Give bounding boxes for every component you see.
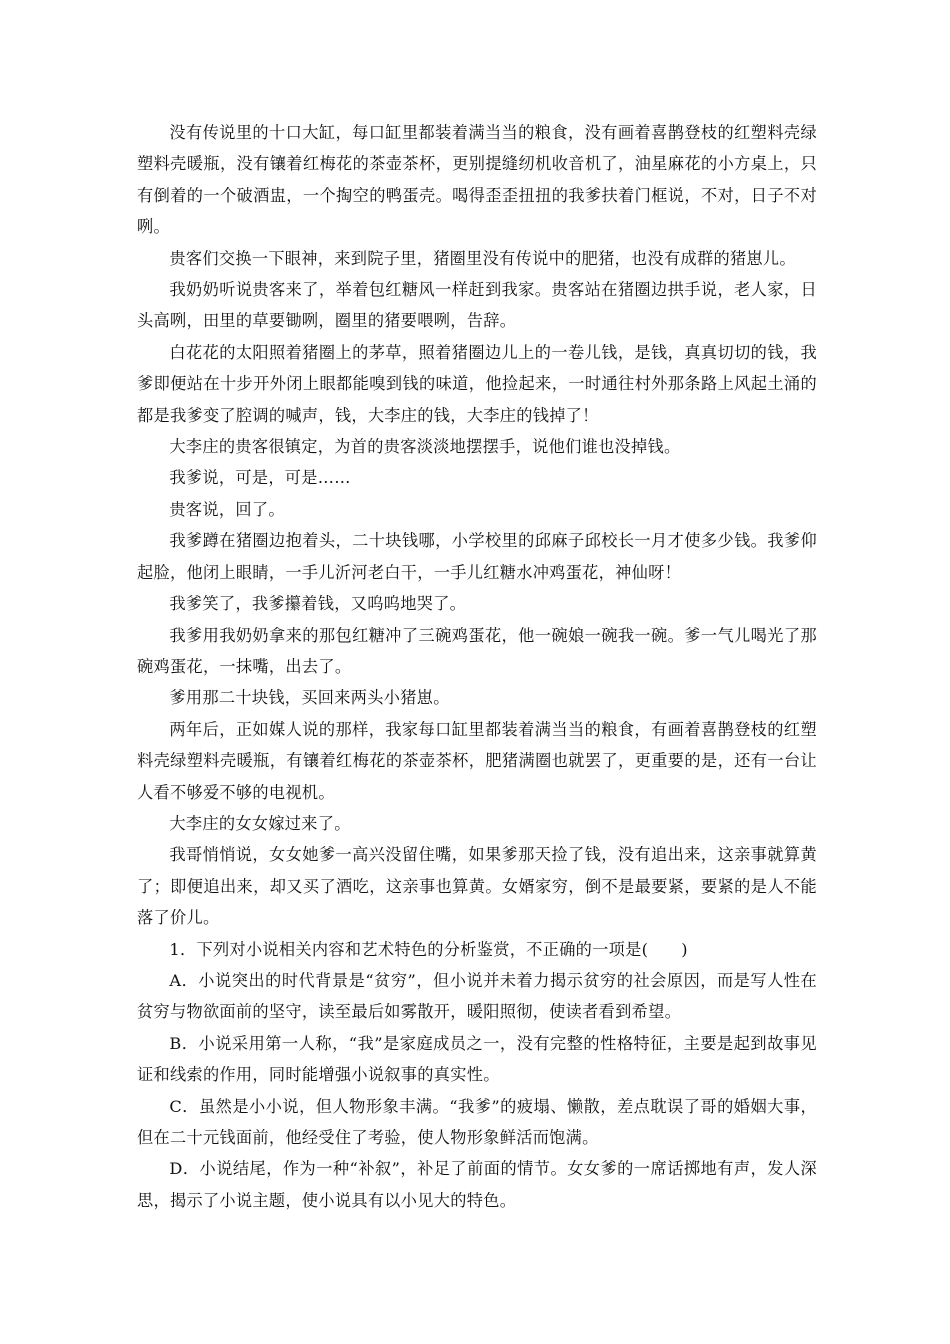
story-paragraph: 我奶奶听说贵客来了，举着包红糖风一样赶到我家。贵客站在猪圈边拱手说，老人家，日头高咧，田里的草要锄咧，圈里的猪要喂咧，告辞。 [137,280,817,331]
story-paragraph: 我爹蹲在猪圈边抱着头，二十块钱哪，小学校里的邱麻子邱校长一月才使多少钱。我爹仰起脸，他闭上眼睛，一手儿沂河老白干，一手儿红糖水冲鸡蛋花，神仙呀！ [137,531,817,582]
story-paragraph: 两年后，正如媒人说的那样，我家每口缸里都装着满当当的粮食，有画着喜鹊登枝的红塑料壳绿塑料壳暖瓶，有镶着红梅花的茶壶茶杯，肥猪满圈也就罢了，更重要的是，还有一台让人看不够爱不够的电视机。 [137,719,817,802]
story-paragraph: 贵客说，回了。 [169,499,285,519]
question-option-a: A．小说突出的时代背景是“贫穷”，但小说并未着力揭示贫穷的社会原因，而是写人性在贫穷与物欲面前的坚守，读至最后如雾散开，暖阳照彻，使读者看到希望。 [137,970,817,1022]
story-paragraph: 大李庄的贵客很镇定，为首的贵客淡淡地摆摆手，说他们谁也没掉钱。 [169,437,681,457]
question-option-c: C．虽然是小小说，但人物形象丰满。“我爹”的疲塌、懒散，差点耽误了哥的婚姻大事，但在二十元钱面前，他经受住了考验，使人物形象鲜活而饱满。 [137,1096,817,1147]
story-paragraph: 我哥悄悄说，女女她爹一高兴没留住嘴，如果爹那天捡了钱，没有追出来，这亲事就算黄了；即便追出来，却又买了酒吃，这亲事也算黄。女婿家穷，倒不是最要紧，要紧的是人不能落了价儿。 [137,845,817,928]
story-paragraph: 我爹说，可是，可是…… [169,468,351,488]
question-stem: 1．下列对小说相关内容和艺术特色的分析鉴赏，不正确的一项是( ) [169,939,688,959]
story-paragraph: 白花花的太阳照着猪圈上的茅草，照着猪圈边儿上的一卷儿钱，是钱，真真切切的钱，我爹即便站在十步开外闭上眼都能嗅到钱的味道，他捡起来，一时通往村外那条路上风起土涌的都是我爹变了腔调的喊声，钱，大李庄的钱，大李庄的钱掉了！ [137,342,817,425]
story-paragraph: 贵客们交换一下眼神，来到院子里，猪圈里没有传说中的肥猪，也没有成群的猪崽儿。 [169,248,796,268]
story-paragraph: 爹用那二十块钱，买回来两头小猪崽。 [169,688,450,708]
story-paragraph: 大李庄的女女嫁过来了。 [169,813,351,833]
story-paragraph: 没有传说里的十口大缸，每口缸里都装着满当当的粮食，没有画着喜鹊登枝的红塑料壳绿塑料壳暖瓶，没有镶着红梅花的茶壶茶杯，更别提缝纫机收音机了，油星麻花的小方桌上，只有倒着的一个破酒盅，一个掏空的鸭蛋壳。喝得歪歪扭扭的我爹扶着门框说，不对，日子不对咧。 [137,123,817,237]
question-option-d: D．小说结尾，作为一种“补叙”，补足了前面的情节。女女爹的一席话掷地有声，发人深思，揭示了小说主题，使小说具有以小见大的特色。 [137,1159,817,1210]
document-page [137,117,817,1216]
story-paragraph: 我爹笑了，我爹攥着钱，又呜呜地哭了。 [169,594,467,614]
question-option-b: B．小说采用第一人称，“我”是家庭成员之一，没有完整的性格特征，主要是起到故事见证和线索的作用，同时能增强小说叙事的真实性。 [137,1033,817,1085]
story-paragraph: 我爹用我奶奶拿来的那包红糖冲了三碗鸡蛋花，他一碗娘一碗我一碗。爹一气儿喝光了那碗鸡蛋花，一抹嘴，出去了。 [137,625,817,676]
